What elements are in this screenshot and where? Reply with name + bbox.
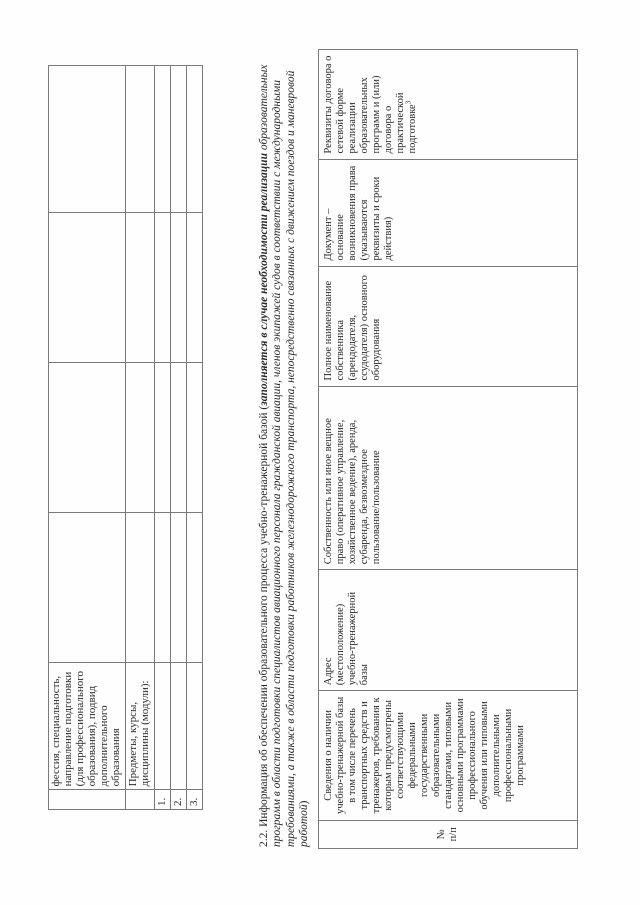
profession-label-cell: фессия, специальность, направление подготовки (для профессионального образования), подвид дополнительного образования xyxy=(49,663,126,790)
col-training-base-header: Сведения о наличии учебно-тренажерной базы в том числе перечень транспортных средств и тренажеров, требования к которым предусмотрены соответствующими федеральными государственными образовательными стандартами, типовыми основными программами профессионального обучения или типовыми дополнительными профессиональными программами xyxy=(319,691,578,820)
table-cell xyxy=(49,212,126,362)
section-emphasis: заполняется в случае необходимости реализации xyxy=(257,153,270,406)
table-row xyxy=(126,66,155,810)
table-cell xyxy=(187,212,203,362)
table-cell xyxy=(126,212,155,362)
table-cell xyxy=(155,362,171,512)
table-cell xyxy=(126,66,155,213)
col-ownership-header: Собственность или иное вещное право (оперативное управление, хозяйственное ведение), аренда, субаренда, безвозмездное пользование/пользование xyxy=(319,386,578,570)
section-close: ) xyxy=(298,800,310,805)
table-cell xyxy=(49,66,126,213)
table-cell xyxy=(49,790,126,810)
table-cell xyxy=(155,66,171,213)
col-address-header: Адрес (местоположение) учебно-тренажерной базы xyxy=(319,570,578,691)
table-cell xyxy=(171,663,187,790)
section-italic: образовательных программ в области подготовки специалистов авиационного персонала гражданской авиации, членов экипажей судов в соответствии с международными требованиями, а также в области подготовки работников железнодорожного транспорта, непосредственно связанных с движением поездов и маневровой работой xyxy=(257,64,310,847)
table-cell xyxy=(187,513,203,663)
table-row xyxy=(187,66,203,810)
table-cell xyxy=(49,513,126,663)
table-row xyxy=(155,66,171,810)
training-base-table xyxy=(318,49,578,849)
col-owner-header: Полное наименование собственника (арендодателя, ссудодателя) основного оборудования xyxy=(319,266,578,386)
table-cell xyxy=(155,663,171,790)
table-cell xyxy=(126,790,155,810)
table-cell xyxy=(155,513,171,663)
table-cell xyxy=(187,663,203,790)
table-cell xyxy=(126,513,155,663)
table-cell xyxy=(187,66,203,213)
col-document-header: Документ – основание возникновения права (указываются реквизиты и сроки действия) xyxy=(319,159,578,266)
section-2-2-text xyxy=(258,47,312,847)
table-row xyxy=(171,66,187,810)
requisites-text: Реквизиты договора о сетевой форме реализации образовательных программ и (или) договора о практической подготовке xyxy=(323,55,418,154)
subjects-label-cell: Предметы, курсы, дисциплины (модули): xyxy=(126,663,155,790)
col-requisites-header xyxy=(319,50,578,160)
table-cell xyxy=(187,362,203,512)
subjects-table xyxy=(48,65,203,810)
table-cell xyxy=(171,362,187,512)
footnote-marker: 3 xyxy=(404,100,413,105)
row-number: 2. xyxy=(171,790,187,810)
table-cell xyxy=(171,66,187,213)
row-number: 3. xyxy=(187,790,203,810)
section-lead: 2.2. Информация об обеспечении образовательного процесса учебно-тренажерной базой ( xyxy=(257,405,270,847)
table-cell xyxy=(49,362,126,512)
table-row xyxy=(49,66,126,810)
row-number: 1. xyxy=(155,790,171,810)
table-cell xyxy=(126,362,155,512)
col-number-header: № п/п xyxy=(319,820,578,848)
table-cell xyxy=(155,212,171,362)
table-cell xyxy=(171,212,187,362)
table-header-row xyxy=(319,50,578,849)
table-cell xyxy=(171,513,187,663)
